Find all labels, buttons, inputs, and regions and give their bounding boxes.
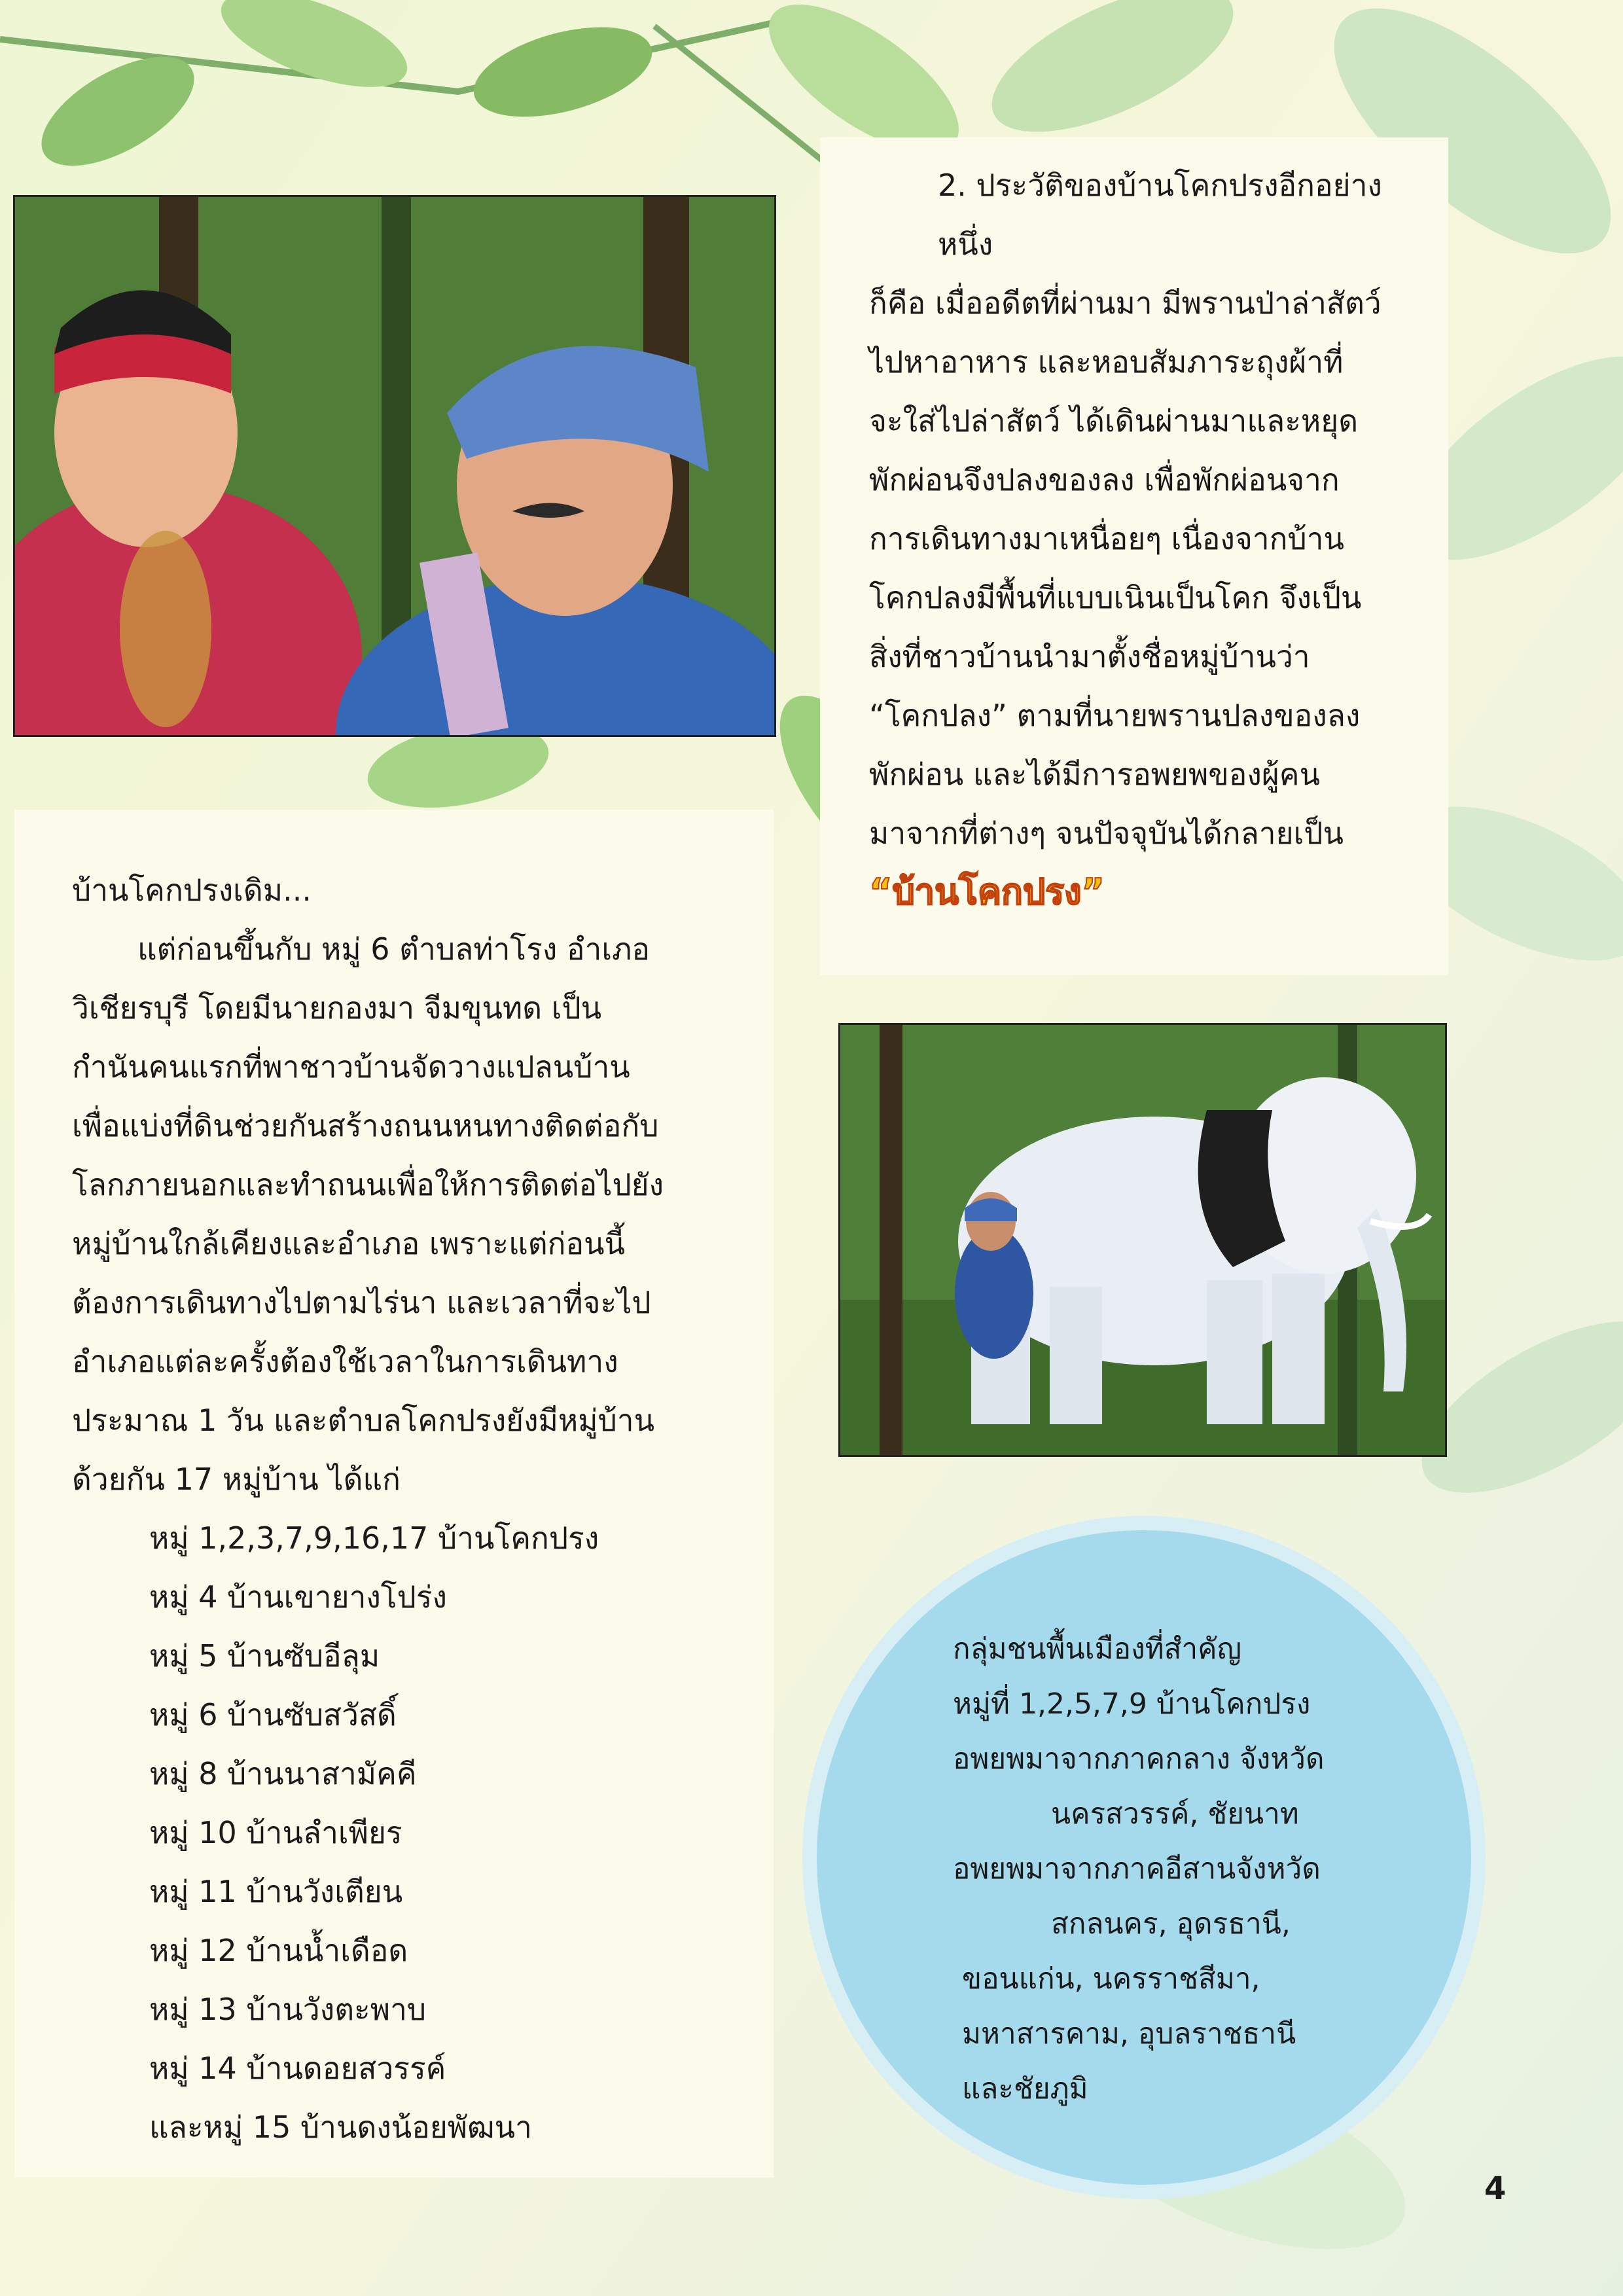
history-line: กำนันคนแรกที่พาชาวบ้านจัดวางแปลนบ้าน bbox=[72, 1049, 630, 1085]
groups-heading: กลุ่มชนพื้นเมืองที่สำคัญ bbox=[953, 1632, 1242, 1666]
history-line: เพื่อแบ่งที่ดินช่วยกันสร้างถนนหนทางติดต่อกับ bbox=[72, 1108, 659, 1143]
story-line: พักผ่อนจึงปลงของลง เพื่อพักผ่อนจาก bbox=[869, 462, 1340, 497]
village-list-item: หมู่ 11 บ้านวังเตียน bbox=[149, 1874, 403, 1909]
story-line: 2. ประวัติของบ้านโคกปรงอีกอย่างหนึ่ง bbox=[938, 168, 1382, 262]
story-line: “โคกปลง” ตามที่นายพรานปลงของลง bbox=[869, 698, 1361, 733]
history-heading: บ้านโคกปรงเดิม... bbox=[72, 872, 312, 908]
groups-text bbox=[953, 1622, 1424, 2117]
history-line: ด้วยกัน 17 หมู่บ้าน ได้แก่ bbox=[72, 1462, 401, 1497]
history-line: ประมาณ 1 วัน และตำบลโคกปรงยังมีหมู่บ้าน bbox=[72, 1403, 655, 1438]
groups-bubble bbox=[817, 1530, 1471, 2185]
story-line: สิ่งที่ชาวบ้านนำมาตั้งชื่อหมู่บ้านว่า bbox=[869, 639, 1310, 674]
history-line: ต้องการเดินทางไปตามไร่นา และเวลาที่จะไป bbox=[72, 1285, 651, 1320]
story-line: ก็คือ เมื่ออดีตที่ผ่านมา มีพรานป่าล่าสัตว์ bbox=[869, 285, 1382, 321]
elephant-illustration bbox=[838, 1023, 1447, 1457]
village-list-item: หมู่ 4 บ้านเขายางโปร่ง bbox=[149, 1579, 447, 1615]
village-list-item: หมู่ 14 บ้านดอยสวรรค์ bbox=[149, 2051, 446, 2086]
groups-line: อพยพมาจากภาคอีสานจังหวัด bbox=[953, 1852, 1321, 1886]
groups-line: นครสวรรค์, ชัยนาท bbox=[1051, 1797, 1299, 1831]
history-line: แต่ก่อนขึ้นกับ หมู่ 6 ตำบลท่าโรง อำเภอ bbox=[137, 931, 651, 967]
village-list-item: หมู่ 1,2,3,7,9,16,17 บ้านโคกปรง bbox=[149, 1520, 599, 1556]
village-list-item: หมู่ 5 บ้านซับอีลุม bbox=[149, 1638, 380, 1674]
history-line: หมู่บ้านใกล้เคียงและอำเภอ เพราะแต่ก่อนนี้ bbox=[72, 1226, 626, 1261]
village-list-item: หมู่ 12 บ้านน้ำเดือด bbox=[149, 1933, 408, 1968]
history-line: อำเภอแต่ละครั้งต้องใช้เวลาในการเดินทาง bbox=[72, 1344, 618, 1379]
history-line: โลกภายนอกและทำถนนเพื่อให้การติดต่อไปยัง bbox=[72, 1167, 664, 1202]
village-list-item: หมู่ 6 บ้านซับสวัสดิ์ bbox=[149, 1697, 397, 1732]
story-line: จะใส่ไปล่าสัตว์ ได้เดินผ่านมาและหยุด bbox=[869, 403, 1359, 439]
story-line: ไปหาอาหาร และหอบสัมภาระถุงผ้าที่ bbox=[869, 344, 1344, 380]
village-name-highlight: “บ้านโคกปรง” bbox=[869, 871, 1105, 912]
groups-line: สกลนคร, อุดรธานี, bbox=[1051, 1907, 1291, 1941]
story-line: การเดินทางมาเหนื่อยๆ เนื่องจากบ้าน bbox=[869, 521, 1344, 556]
groups-line: ขอนแก่น, นครราชสีมา, bbox=[962, 1962, 1260, 1996]
history-panel bbox=[14, 810, 774, 2178]
story-panel bbox=[820, 137, 1448, 975]
story-line: มาจากที่ต่างๆ จนปัจจุบันได้กลายเป็น bbox=[869, 816, 1344, 851]
groups-line: และชัยภูมิ bbox=[962, 2072, 1088, 2106]
history-text bbox=[72, 861, 733, 2157]
groups-line: มหาสารคาม, อุบลราชธานี bbox=[962, 2017, 1296, 2051]
story-line: โคกปลงมีพื้นที่แบบเนินเป็นโคก จึงเป็น bbox=[869, 580, 1362, 615]
story-line: พักผ่อน และได้มีการอพยพของผู้คน bbox=[869, 757, 1321, 792]
village-list-item: และหมู่ 15 บ้านดงน้อยพัฒนา bbox=[149, 2109, 532, 2145]
village-list-item: หมู่ 8 บ้านนาสามัคคี bbox=[149, 1756, 417, 1791]
groups-line: หมู่ที่ 1,2,5,7,9 บ้านโคกปรง bbox=[953, 1687, 1311, 1721]
groups-line: อพยพมาจากภาคกลาง จังหวัด bbox=[953, 1742, 1325, 1776]
two-hunters-illustration bbox=[13, 195, 776, 737]
village-list-item: หมู่ 10 บ้านลำเพียร bbox=[149, 1815, 402, 1850]
village-list-item: หมู่ 13 บ้านวังตะพาบ bbox=[149, 1992, 427, 2027]
history-line: วิเชียรบุรี โดยมีนายกองมา จีมขุนทด เป็น bbox=[72, 990, 602, 1026]
page-number: 4 bbox=[1484, 2170, 1507, 2207]
story-paragraph bbox=[869, 156, 1406, 922]
